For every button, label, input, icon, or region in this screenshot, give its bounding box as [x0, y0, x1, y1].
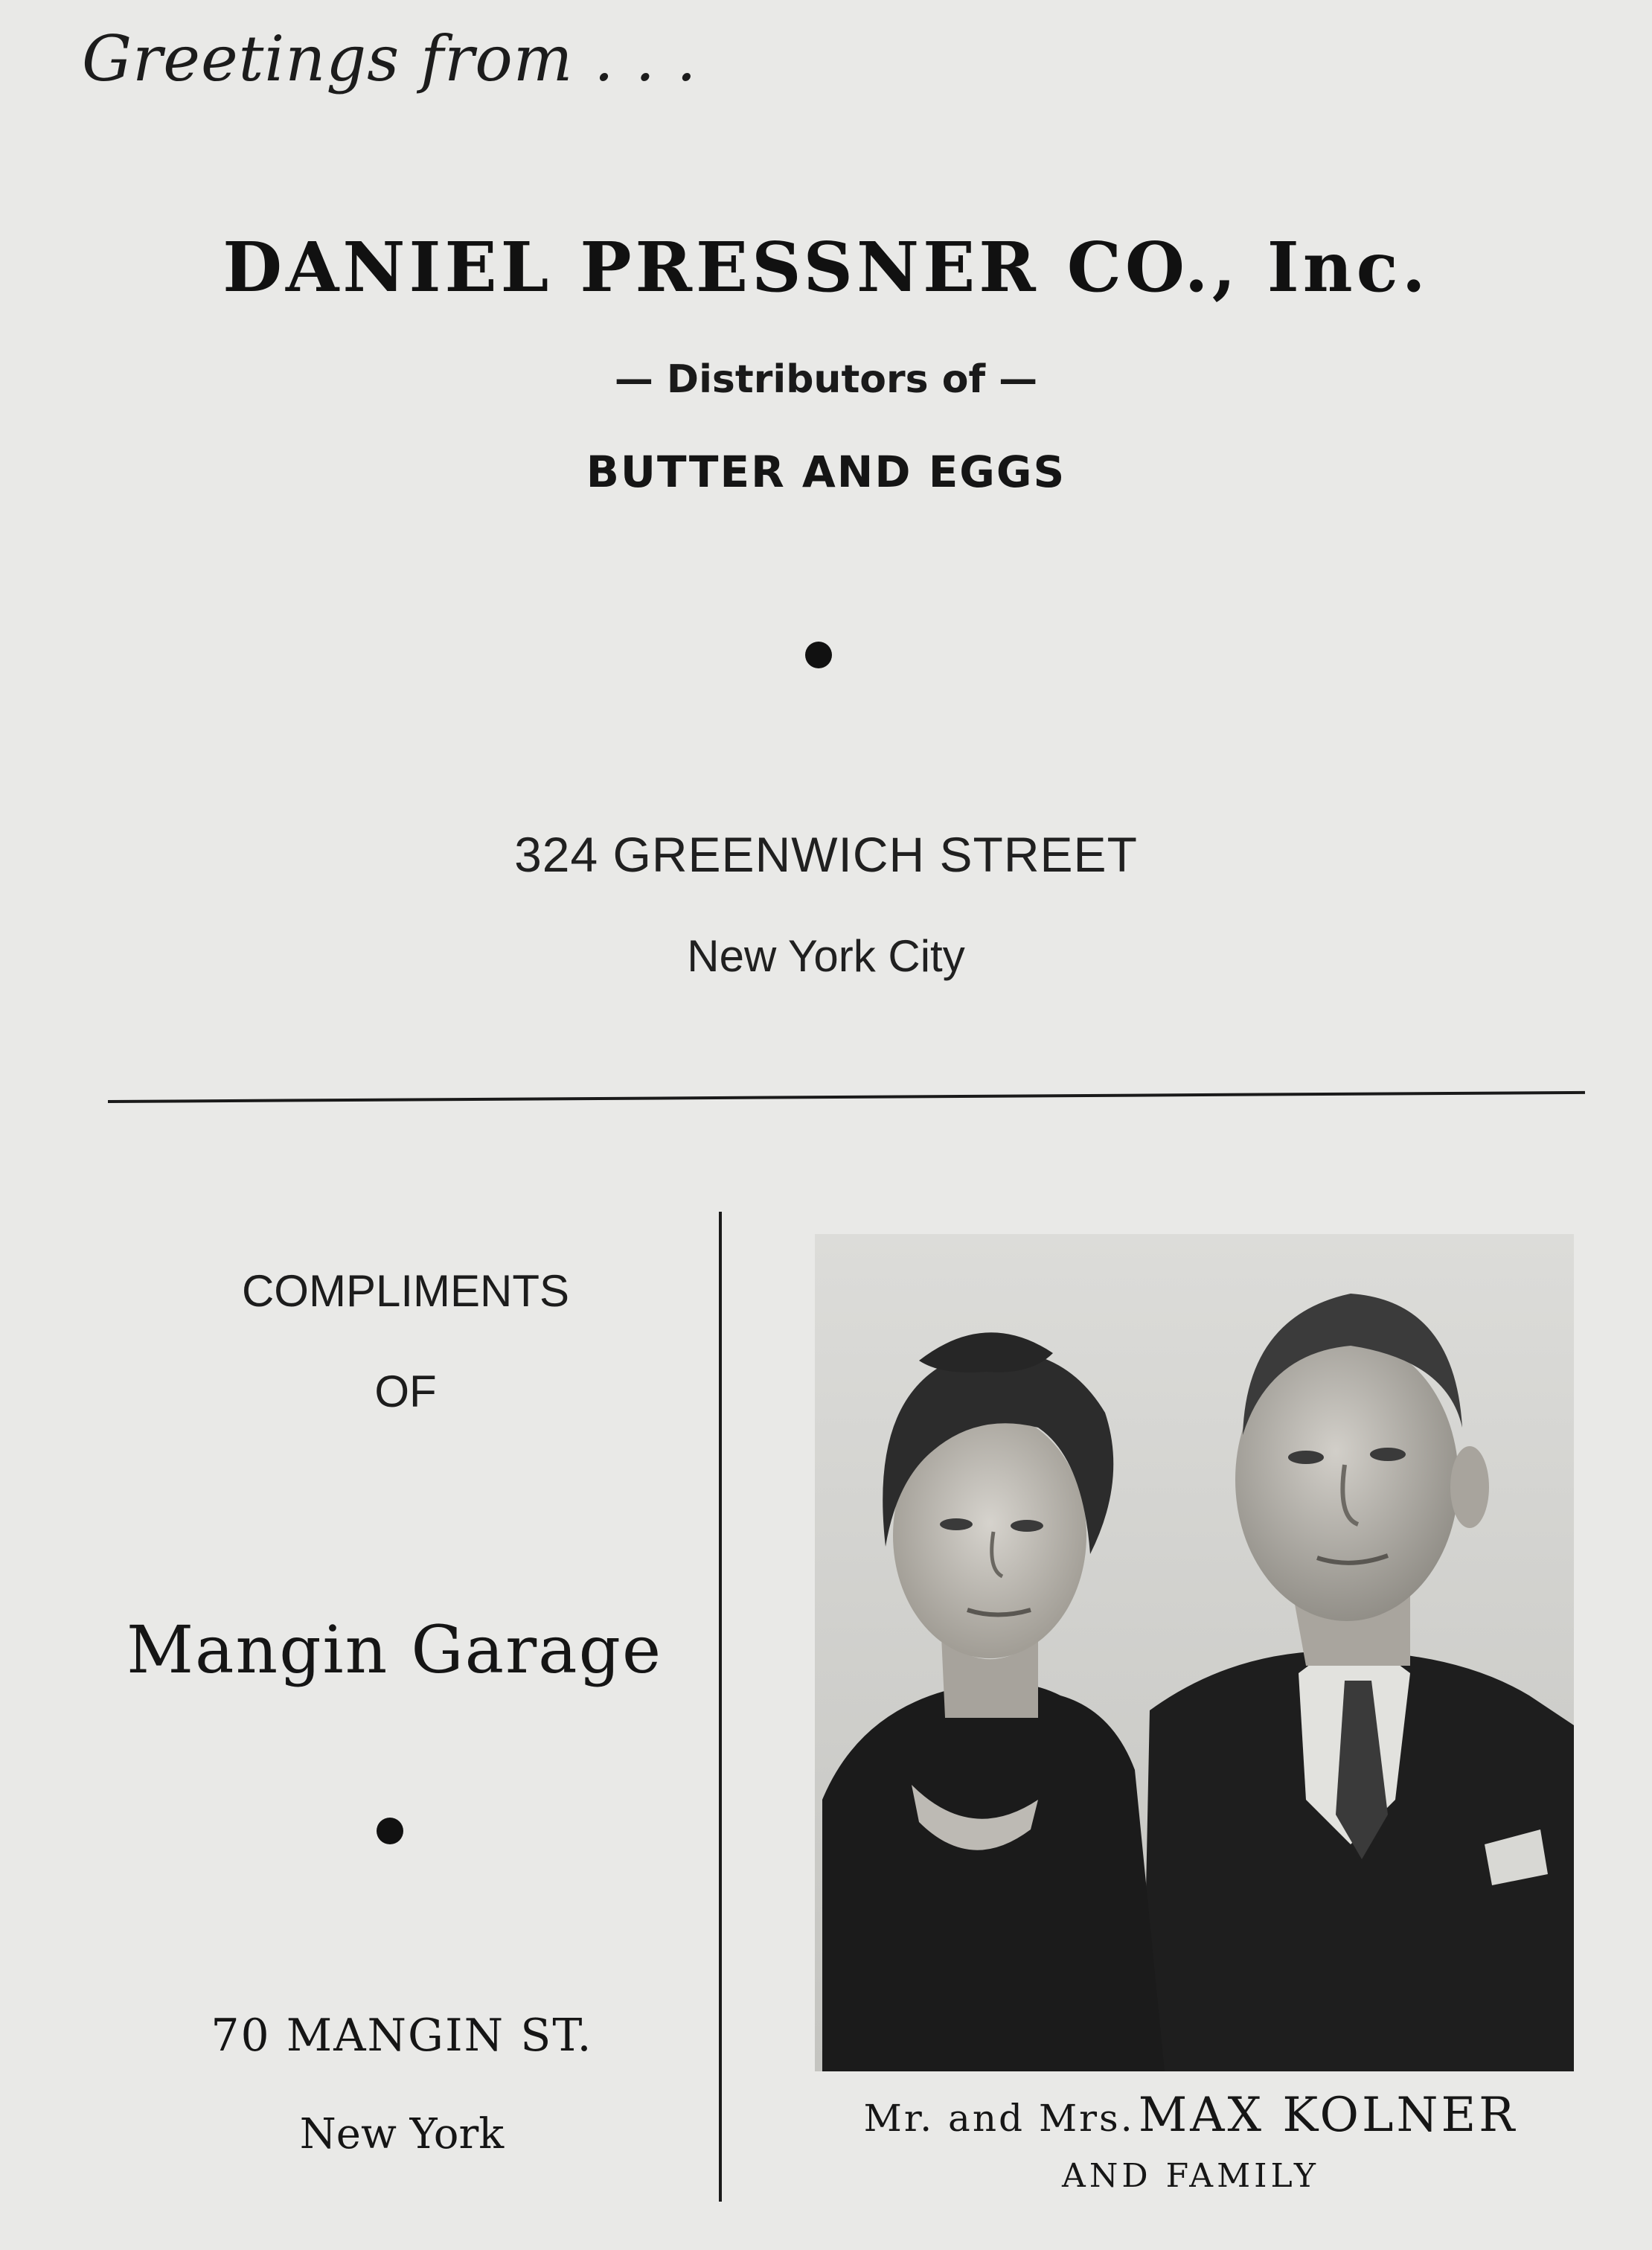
greeting-script: Greetings from . . .	[82, 22, 697, 95]
company-name: DANIEL PRESSNER CO., Inc.	[222, 227, 1430, 307]
company-city: New York City	[687, 931, 965, 981]
horizontal-divider	[108, 1091, 1585, 1103]
company-street-address: 324 GREENWICH STREET	[514, 827, 1138, 882]
products-line: BUTTER AND EGGS	[586, 447, 1066, 497]
photo-caption	[789, 2088, 1592, 2143]
garage-name: Mangin Garage	[126, 1611, 663, 1688]
portrait-illustration	[815, 1234, 1574, 2071]
garage-city: New York	[299, 2110, 505, 2158]
caption-name: MAX KOLNER	[1138, 2088, 1518, 2143]
compliments-line: COMPLIMENTS	[241, 1266, 570, 1316]
bullet-dot	[377, 1818, 403, 1844]
bullet-dot	[805, 642, 832, 668]
caption-prefix: Mr. and Mrs.	[863, 2097, 1135, 2140]
distributors-tagline: — Distributors of —	[614, 357, 1038, 402]
couple-portrait-photo	[815, 1234, 1574, 2071]
of-line: OF	[374, 1367, 437, 1416]
garage-street-address: 70 MANGIN ST.	[211, 2010, 593, 2062]
vertical-divider	[719, 1212, 722, 2202]
caption-suffix: AND FAMILY	[1062, 2157, 1319, 2195]
